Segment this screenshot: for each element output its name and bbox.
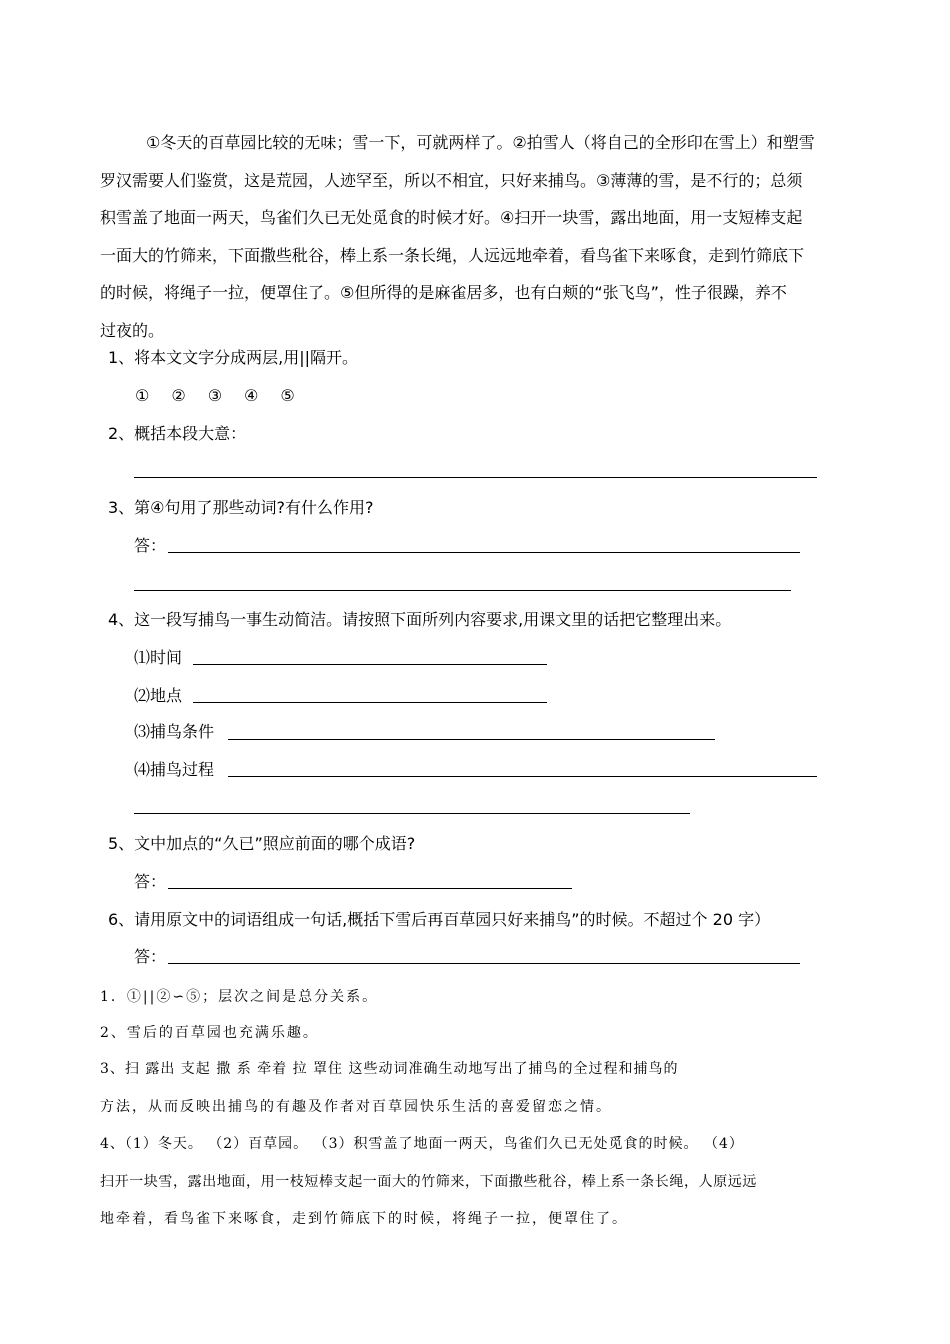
mark-4: ④ [244, 386, 259, 405]
passage-line: 过夜的。 [100, 320, 165, 340]
mark-2: ② [171, 386, 186, 405]
answer-line-time[interactable] [193, 664, 547, 665]
question-6: 6、请用原文中的词语组成一句话,概括下雪后再百草园只好来捕鸟”的时候。不超过个 20 字） [108, 910, 771, 929]
answer-label-q5: 答： [134, 872, 167, 891]
mark-5: ⑤ [280, 386, 295, 405]
passage-line: ①冬天的百草园比较的无味；雪一下，可就两样了。②拍雪人（将自己的全形印在雪上）和塑雪 [146, 133, 815, 152]
passage [100, 124, 845, 349]
answer-line-q3a[interactable] [168, 552, 800, 553]
q4-time-label: ⑴时间 [134, 648, 183, 667]
answer-line-q3b[interactable] [134, 590, 791, 591]
answer-4-line-2: 扫开一块雪，露出地面，用一枝短棒支起一面大的竹筛来，下面撒些秕谷，棒上系一条长绳，人原远远 [100, 1174, 757, 1190]
answer-4-line-1: 4、（1）冬天。 （2）百草园。 （3）积雪盖了地面一两天，鸟雀们久已无处觅食的时候。 （4） [100, 1136, 744, 1152]
passage-line: 罗汉需要人们鉴赏，这是荒园，人迹罕至，所以不相宜，只好来捕鸟。③薄薄的雪，是不行的；总须 [100, 170, 803, 190]
passage-line: 一面大的竹筛来，下面撒些秕谷，棒上系一条长绳，人远远地牵着，看鸟雀下来啄食，走到竹筛底下 [100, 245, 805, 265]
question-4: 4、这一段写捕鸟一事生动简洁。请按照下面所列内容要求,用课文里的话把它整理出来。 [108, 610, 732, 629]
question-2: 2、概括本段大意： [108, 424, 247, 443]
answer-line-process-a[interactable] [228, 776, 817, 777]
answer-line-place[interactable] [193, 702, 547, 703]
answer-label-q3: 答： [134, 536, 167, 555]
passage-line: 的时候，将绳子一拉，便罩住了。⑤但所得的是麻雀居多，也有白颊的“张飞鸟”，性子很躁，养不 [100, 283, 787, 302]
answer-line-q2[interactable] [134, 477, 817, 478]
answer-line-q5[interactable] [168, 888, 572, 889]
answer-4-line-3: 地牵着，看鸟雀下来啄食，走到竹筛底下的时候，将绳子一拉，便罩住了。 [100, 1211, 628, 1227]
answer-line-process-b[interactable] [134, 813, 690, 814]
answer-line-condition[interactable] [228, 739, 715, 740]
answer-line-q6[interactable] [168, 963, 800, 964]
mark-3: ③ [207, 386, 223, 405]
passage-line: 积雪盖了地面一两天，鸟雀们久已无处觅食的时候才好。④扫开一块雪，露出地面，用一支短棒支起 [100, 208, 803, 227]
answer-3-line-1: 3、扫 露出 支起 撒 系 牵着 拉 罩住 这些动词准确生动地写出了捕鸟的全过程和捕鸟的 [100, 1061, 679, 1077]
mark-1: ① [135, 386, 150, 405]
answer-3-line-2: 方法，从而反映出捕鸟的有趣及作者对百草园快乐生活的喜爱留恋之情。 [100, 1099, 612, 1115]
q4-place-label: ⑵地点 [134, 686, 183, 705]
answer-label-q6: 答： [134, 947, 167, 966]
q4-condition-label: ⑶捕鸟条件 [134, 722, 215, 741]
question-5: 5、文中加点的“久已”照应前面的哪个成语? [108, 834, 416, 853]
question-1: 1、将本文文字分成两层,用||隔开。 [108, 348, 359, 367]
layer-marks [135, 386, 317, 406]
question-3: 3、第④句用了那些动词?有什么作用? [108, 498, 374, 517]
answer-1: 1．①||②∽⑤；层次之间是总分关系。 [100, 989, 379, 1005]
answer-2: 2、雪后的百草园也充满乐趣。 [100, 1025, 319, 1041]
q4-process-label: ⑷捕鸟过程 [134, 760, 215, 779]
